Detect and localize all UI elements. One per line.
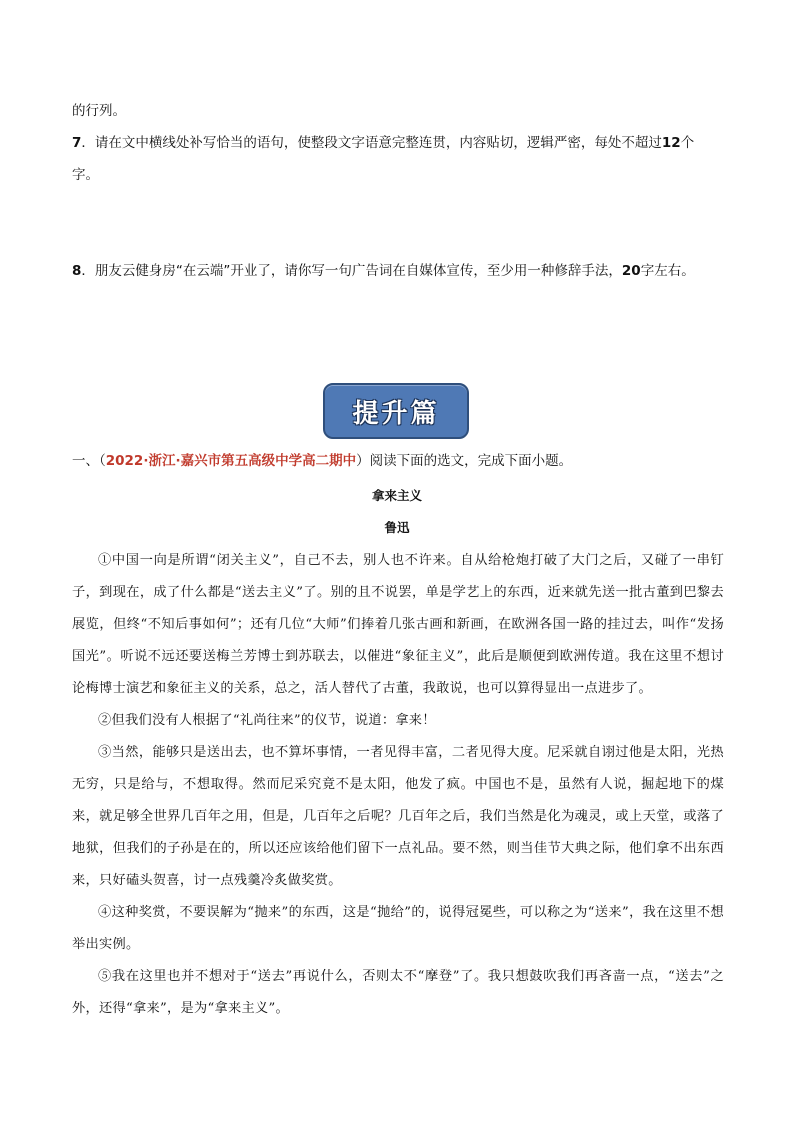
article-paragraph-1: ①中国一向是所谓“闭关主义”，自己不去，别人也不许来。自从给枪炮打破了大门之后，又碰了一串钉子，到现在，成了什么都是“送去主义”了。别的且不说罢，单是学艺上的东西，近来就先送一批古董到巴黎去展览，但终“不知后事如何”；还有几位“大师”们捧着几张古画和新画，在欧洲各国一路的挂过去，叫作“发扬国光”。听说不远还要送梅兰芳博士到苏联去，以催进“象征主义”，此后是顺便到欧洲传道。我在这里不想讨论梅博士演艺和象征主义的关系，总之，活人替代了古董，我敢说，也可以算得显出一点进步了。 [72,553,724,696]
question-7-limit: 12 [661,135,681,151]
section-badge [323,383,469,439]
section-badge-label: 提升篇 [352,398,440,429]
article-paragraph-2: ②但我们没有人根据了“礼尚往来”的仪节，说道：拿来！ [98,713,436,728]
top-fragment: 的行列。 [72,103,126,119]
question-8-tail: 字左右。 [640,263,695,279]
article-paragraph-5: ⑤我在这里也并不想对于“送去”再说什么，否则太不“摩登”了。我只想鼓吹我们再吝啬一点，“送去”之外，还得“拿来”，是为“拿来主义”。 [72,969,724,1016]
question-7-tail: 个 [680,135,695,151]
question-8-number: 8 [72,263,82,279]
question-7-text: ．请在文中横线处补写恰当的语句，使整段文字语意完整连贯，内容贴切，逻辑严密，每处不超过 [81,135,662,151]
task-prefix: 一、（ [72,453,106,469]
task-instruction [72,451,572,471]
article-paragraph-4: ④这种奖赏，不要误解为“抛来”的东西，这是“抛给”的，说得冠冕些，可以称之为“送来”，我在这里不想举出实例。 [72,905,724,952]
question-8 [72,261,695,281]
question-7-continuation: 字。 [72,167,99,183]
question-8-limit: 20 [621,263,641,279]
task-suffix: ）阅读下面的选文，完成下面小题。 [356,453,573,469]
article-paragraph-3: ③当然，能够只是送出去，也不算坏事情，一者见得丰富，二者见得大度。尼采就自诩过他是太阳，光热无穷，只是给与，不想取得。然而尼采究竟不是太阳，他发了疯。中国也不是，虽然有人说，掘起地下的煤来，就足够全世界几百年之用，但是，几百年之后呢？几百年之后，我们当然是化为魂灵，或上天堂，或落了地狱，但我们的子孙是在的，所以还应该给他们留下一点礼品。要不然，则当佳节大典之际，他们拿不出东西来，只好磕头贺喜，讨一点残羹冷炙做奖赏。 [72,745,724,888]
article-author: 鲁迅 [384,520,410,535]
question-7-number: 7 [72,135,82,151]
task-source: 2022·浙江·嘉兴市第五高级中学高二期中 [105,453,357,469]
article-title: 拿来主义 [371,488,422,503]
question-8-text: ．朋友云健身房“在云端”开业了，请你写一句广告词在自媒体宣传，至少用一种修辞手法， [81,263,622,279]
question-7 [72,133,694,153]
